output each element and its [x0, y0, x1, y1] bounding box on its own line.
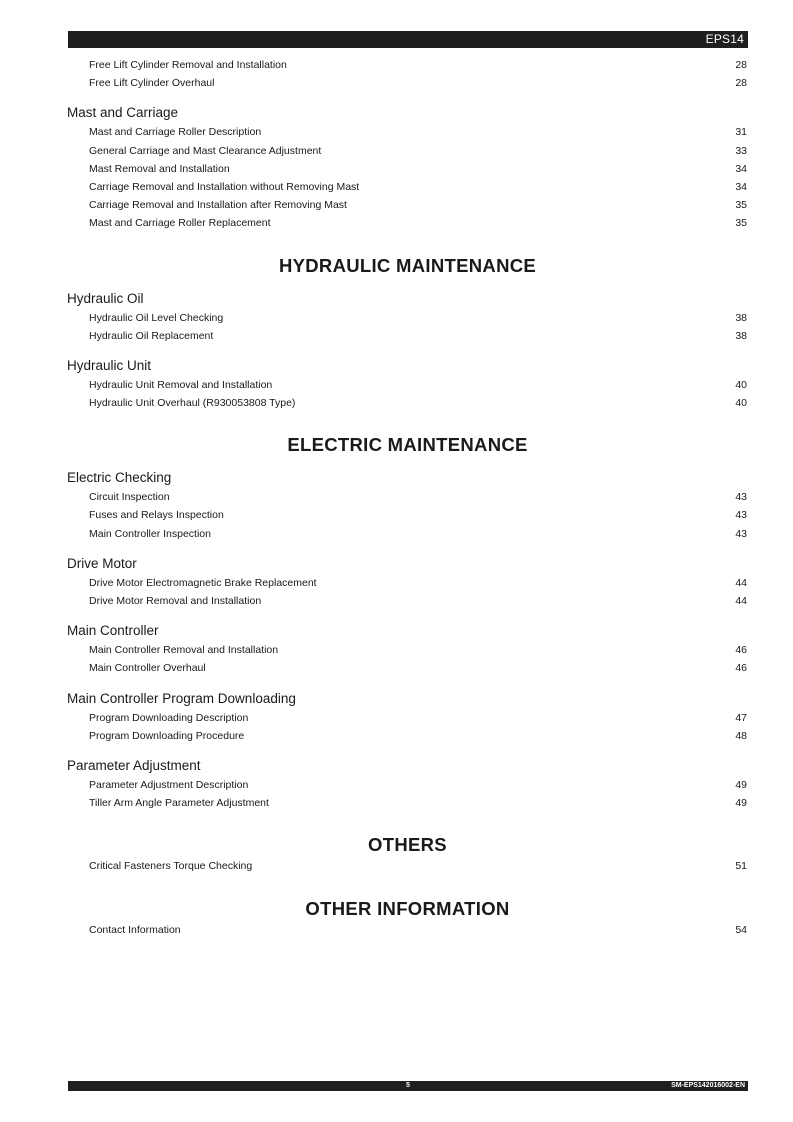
toc-entry[interactable] [67, 794, 748, 812]
toc-entry[interactable] [67, 123, 748, 141]
toc-entry-title: Fuses and Relays Inspection [89, 509, 224, 522]
toc-entry[interactable] [67, 506, 748, 524]
toc-entry[interactable] [67, 74, 748, 92]
document-code: SM-EPS142016002-EN [671, 1082, 745, 1089]
section-heading: OTHERS [368, 834, 447, 856]
toc-entry-title: Drive Motor Electromagnetic Brake Replacement [89, 576, 317, 589]
toc-entry[interactable] [67, 921, 748, 939]
group-heading: Hydraulic Oil [67, 290, 144, 306]
toc-entry-title: Carriage Removal and Installation after Removing Mast [89, 199, 347, 212]
section-heading: HYDRAULIC MAINTENANCE [278, 254, 537, 276]
toc-entry-title: Critical Fasteners Torque Checking [89, 860, 253, 873]
table-of-contents [67, 56, 748, 939]
toc-entry-page: 51 [735, 860, 747, 873]
toc-entry-page: 31 [735, 126, 747, 139]
toc-entry-page: 28 [735, 59, 747, 71]
toc-entry-page: 49 [735, 778, 747, 791]
toc-entry-title: Mast and Carriage Roller Replacement [89, 217, 271, 230]
toc-entry-page: 40 [735, 397, 747, 410]
toc-entry-page: 44 [735, 576, 747, 589]
toc-entry-title: Hydraulic Unit Removal and Installation [89, 378, 273, 391]
toc-entry-title: Hydraulic Oil Level Checking [89, 311, 224, 324]
toc-entry[interactable] [67, 56, 748, 74]
section-heading: OTHER INFORMATION [305, 897, 510, 919]
toc-entry-title: Mast Removal and Installation [89, 162, 230, 175]
model-code: EPS14 [705, 32, 744, 46]
toc-entry[interactable] [67, 727, 748, 745]
toc-entry-page: 46 [735, 644, 747, 657]
toc-entry-title: Hydraulic Oil Replacement [89, 329, 214, 342]
toc-entry[interactable] [67, 574, 748, 592]
toc-entry-title: Hydraulic Unit Overhaul (R930053808 Type) [89, 397, 296, 410]
toc-entry[interactable] [67, 160, 748, 178]
toc-entry-title: Tiller Arm Angle Parameter Adjustment [89, 797, 269, 810]
toc-entry[interactable] [67, 641, 748, 659]
group-heading: Main Controller [67, 623, 159, 639]
toc-entry-page: 54 [735, 923, 747, 936]
toc-entry-title: Mast and Carriage Roller Description [89, 126, 262, 139]
toc-entry-title: Carriage Removal and Installation without Removing Mast [89, 180, 360, 193]
toc-entry-page: 38 [735, 311, 747, 324]
toc-entry-page: 40 [735, 378, 747, 391]
toc-entry-page: 35 [735, 217, 747, 230]
toc-entry-page: 38 [735, 329, 747, 342]
group-heading: Electric Checking [67, 470, 172, 486]
toc-entry-title: Parameter Adjustment Description [89, 778, 249, 791]
toc-entry-title: Program Downloading Description [89, 711, 249, 724]
toc-entry[interactable] [67, 196, 748, 214]
toc-entry-page: 47 [735, 711, 747, 724]
group-heading: Drive Motor [67, 555, 137, 571]
toc-entry-title: Circuit Inspection [89, 491, 170, 504]
toc-entry[interactable] [67, 857, 748, 875]
toc-entry-title: Program Downloading Procedure [89, 729, 245, 742]
toc-entry[interactable] [67, 327, 748, 345]
toc-entry-page: 43 [735, 527, 747, 540]
footer-bar [68, 1081, 748, 1091]
toc-entry-page: 34 [735, 162, 747, 175]
toc-entry-page: 34 [735, 180, 747, 193]
page-number: 5 [406, 1082, 410, 1089]
group-heading: Mast and Carriage [67, 105, 179, 121]
toc-entry[interactable] [67, 488, 748, 506]
toc-entry-page: 48 [735, 729, 747, 742]
toc-entry[interactable] [67, 214, 748, 232]
toc-entry-page: 35 [735, 199, 747, 212]
group-heading: Hydraulic Unit [67, 357, 152, 373]
toc-entry[interactable] [67, 525, 748, 543]
toc-entry[interactable] [67, 592, 748, 610]
toc-entry[interactable] [67, 142, 748, 160]
toc-entry-title: Free Lift Cylinder Removal and Installation [89, 59, 287, 71]
toc-entry[interactable] [67, 659, 748, 677]
toc-entry-page: 49 [735, 797, 747, 810]
toc-entry-page: 43 [735, 509, 747, 522]
toc-entry-page: 28 [735, 77, 747, 90]
toc-entry[interactable] [67, 394, 748, 412]
toc-entry-page: 43 [735, 491, 747, 504]
toc-entry-title: Free Lift Cylinder Overhaul [89, 77, 215, 90]
toc-entry[interactable] [67, 776, 748, 794]
section-heading: ELECTRIC MAINTENANCE [287, 434, 528, 456]
group-heading: Parameter Adjustment [67, 757, 201, 773]
toc-entry-page: 44 [735, 595, 747, 607]
toc-entry-title: Main Controller Inspection [89, 527, 211, 540]
toc-entry[interactable] [67, 309, 748, 327]
toc-entry-page: 46 [735, 662, 747, 675]
toc-entry-title: General Carriage and Mast Clearance Adjustment [89, 144, 322, 157]
toc-entry-title: Contact Information [89, 923, 181, 936]
toc-entry-page: 33 [735, 144, 747, 157]
toc-entry-title: Main Controller Overhaul [89, 662, 206, 675]
toc-entry-title: Main Controller Removal and Installation [89, 644, 279, 657]
group-heading: Main Controller Program Downloading [67, 690, 296, 706]
toc-entry[interactable] [67, 709, 748, 727]
header-bar [68, 31, 748, 48]
toc-entry[interactable] [67, 376, 748, 394]
toc-entry[interactable] [67, 178, 748, 196]
toc-entry-title: Drive Motor Removal and Installation [89, 595, 262, 607]
